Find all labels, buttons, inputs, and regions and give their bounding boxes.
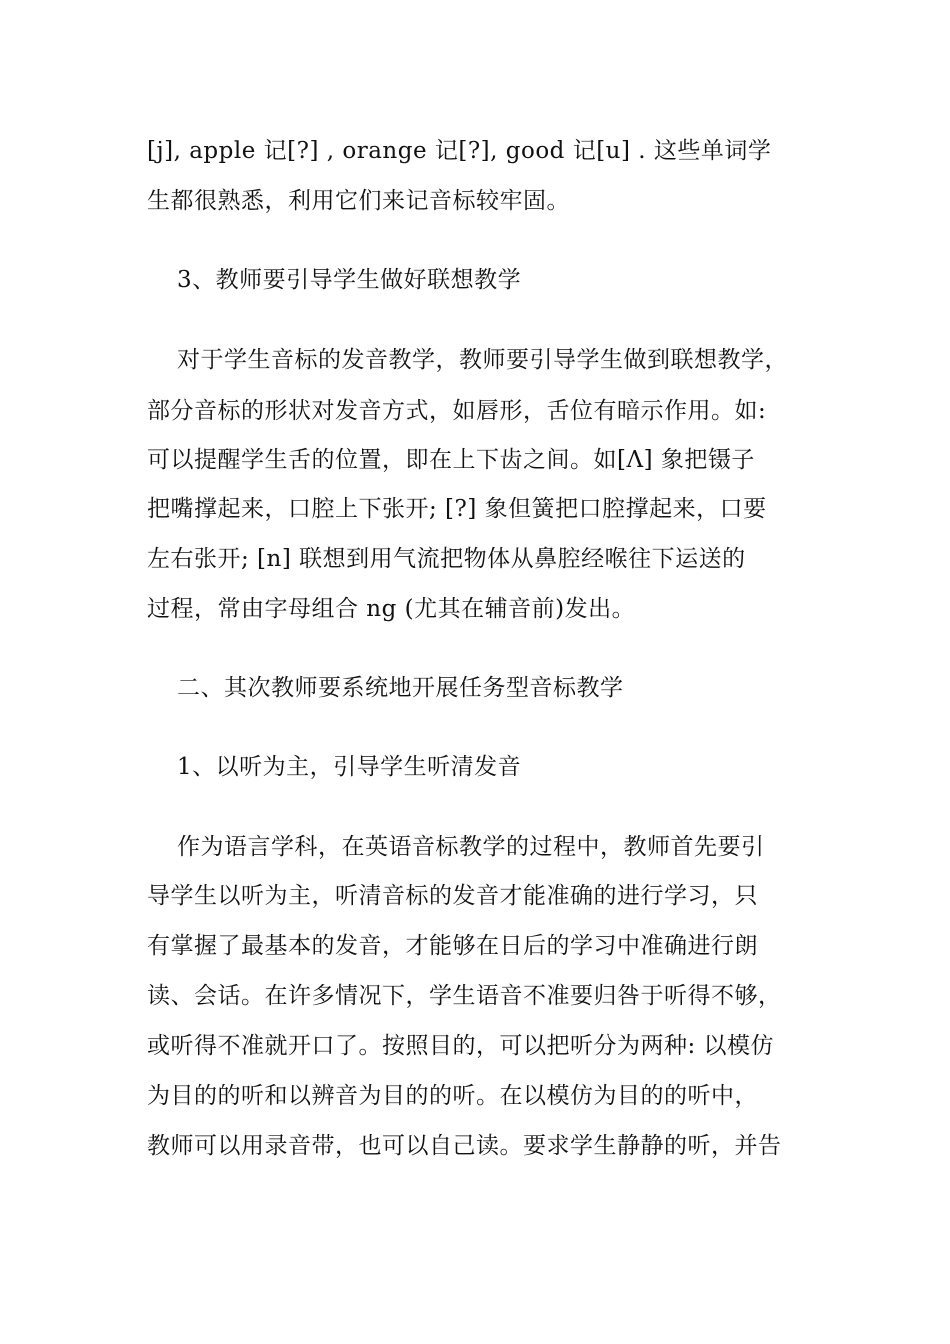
text-line: [j], apple 记[?] , orange 记[?], good 记[u] . 这些单词学 (147, 138, 772, 164)
section-heading: 1、以听为主，引导学生听清发音 (177, 754, 522, 780)
text-line: 有掌握了最基本的发音，才能够在日后的学习中准确进行朗 (147, 933, 758, 959)
text-line: 或听得不准就开口了。按照目的，可以把听分为两种: 以模仿 (147, 1033, 775, 1059)
text-line: 导学生以听为主，听清音标的发音才能准确的进行学习，只 (147, 883, 758, 909)
text-line: 把嘴撑起来，口腔上下张开; [?] 象但簧把口腔撑起来，口要 (147, 496, 767, 522)
text-line: 对于学生音标的发音教学，教师要引导学生做到联想教学， (177, 347, 788, 373)
text-line: 部分音标的形状对发音方式，如唇形，舌位有暗示作用。如: (147, 398, 767, 424)
text-line: 教师可以用录音带，也可以自己读。要求学生静静的听，并告 (147, 1133, 782, 1159)
text-line: 可以提醒学生舌的位置，即在上下齿之间。如[Λ] 象把镊子 (147, 447, 755, 473)
section-heading: 3、教师要引导学生做好联想教学 (177, 267, 522, 293)
text-line: 左右张开; [n] 联想到用气流把物体从鼻腔经喉往下运送的 (147, 546, 746, 572)
text-line: 读、会话。在许多情况下，学生语音不准要归咎于听得不够， (147, 983, 782, 1009)
section-heading: 二、其次教师要系统地开展任务型音标教学 (177, 675, 624, 701)
text-line: 作为语言学科，在英语音标教学的过程中，教师首先要引 (177, 834, 765, 860)
text-line: 为目的的听和以辨音为目的的听。在以模仿为目的的听中， (147, 1083, 758, 1109)
text-line: 生都很熟悉，利用它们来记音标较牢固。 (147, 188, 570, 214)
text-line: 过程，常由字母组合 ng (尤其在辅音前)发出。 (147, 596, 636, 622)
